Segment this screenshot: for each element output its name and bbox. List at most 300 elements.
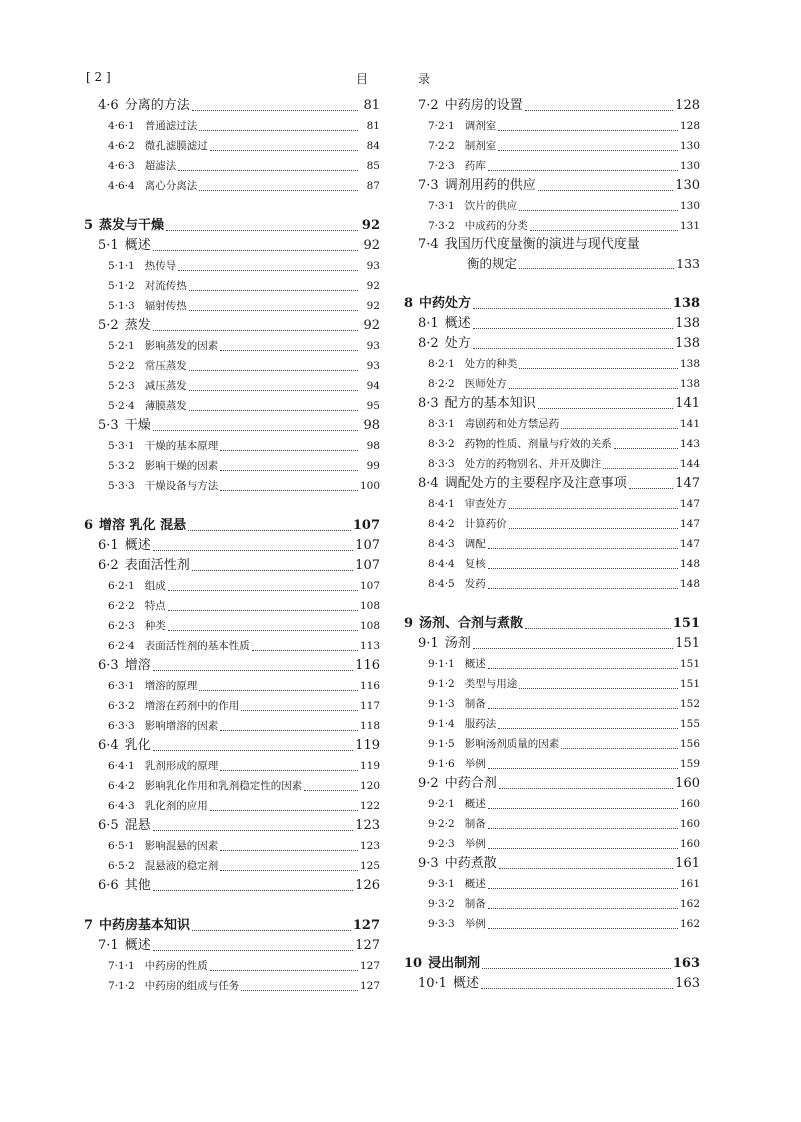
toc-entry-number: 9·1·5	[428, 738, 455, 750]
toc-entry-page: 162	[679, 918, 700, 930]
toc-entry-number: 4·6·1	[108, 120, 135, 132]
toc-entry[interactable]	[404, 534, 700, 554]
toc-entry-page: 93	[366, 260, 380, 272]
toc-entry-page: 148	[679, 578, 700, 590]
toc-entry-number: 6·5·1	[108, 840, 135, 852]
toc-entry[interactable]	[84, 96, 380, 116]
toc-entry-number: 9·3·1	[428, 878, 455, 890]
toc-entry-number: 8·2·1	[428, 358, 455, 370]
toc-entry[interactable]	[84, 876, 380, 896]
toc-entry[interactable]	[84, 616, 380, 636]
toc-entry[interactable]	[404, 654, 700, 674]
toc-entry-title: 影响混悬的因素	[144, 840, 219, 852]
toc-entry[interactable]	[84, 556, 380, 576]
dot-leader	[153, 250, 358, 251]
toc-entry-page: 155	[679, 718, 700, 730]
toc-entry-title: 概述	[464, 878, 486, 890]
toc-entry-number: 8·4·5	[428, 578, 455, 590]
toc-entry-page: 100	[359, 480, 380, 492]
toc-entry-title: 概述	[464, 798, 486, 810]
toc-entry[interactable]	[404, 874, 700, 894]
toc-entry-page: 99	[366, 460, 380, 472]
toc-entry-title: 特点	[144, 600, 166, 612]
dot-leader	[153, 670, 353, 671]
toc-entry-number: 9·1·4	[428, 718, 455, 730]
dot-leader	[538, 190, 673, 191]
toc-entry-title: 浸出制剂	[428, 956, 481, 971]
toc-entry[interactable]	[84, 756, 380, 776]
toc-entry[interactable]	[84, 396, 380, 416]
toc-entry-title: 中药房基本知识	[99, 918, 191, 933]
toc-entry[interactable]	[84, 796, 380, 816]
toc-entry-number: 6·2·4	[108, 640, 135, 652]
dot-leader	[189, 370, 358, 371]
page-number: [ 2 ]	[86, 70, 111, 84]
toc-entry-page: 141	[679, 418, 700, 430]
dot-leader	[498, 728, 678, 729]
dot-leader	[499, 868, 673, 869]
dot-leader	[210, 150, 358, 151]
toc-entry-number: 9·3·3	[428, 918, 455, 930]
toc-entry-number: 6·2·2	[108, 600, 135, 612]
toc-entry-number: 9	[404, 616, 414, 631]
toc-entry-number: 6·4·2	[108, 780, 135, 792]
toc-entry-title: 药物的性质、剂量与疗效的关系	[464, 438, 612, 450]
toc-entry[interactable]	[404, 634, 700, 654]
toc-entry[interactable]	[404, 334, 700, 354]
dot-leader	[153, 890, 353, 891]
toc-entry-number: 8·3	[418, 396, 439, 411]
toc-entry[interactable]	[84, 116, 380, 136]
toc-entry-title: 乳剂形成的原理	[144, 760, 219, 772]
dot-leader	[488, 170, 678, 171]
toc-entry-title: 调配	[464, 538, 486, 550]
toc-entry-number: 8·4·3	[428, 538, 455, 550]
toc-entry-page: 107	[355, 538, 380, 553]
toc-entry[interactable]	[404, 794, 700, 814]
toc-entry[interactable]	[84, 596, 380, 616]
toc-entry-number: 7·3·2	[428, 220, 455, 232]
toc-entry[interactable]	[84, 456, 380, 476]
toc-entry-title: 热传导	[144, 260, 177, 272]
toc-entry-number: 6	[84, 518, 94, 533]
toc-entry-number: 8·1	[418, 316, 439, 331]
toc-entry-title: 普通滤过法	[144, 120, 198, 132]
toc-entry-title: 我国历代度量衡的演进与现代度量	[444, 237, 640, 252]
toc-entry-page: 123	[355, 818, 380, 833]
dot-leader	[488, 828, 678, 829]
toc-entry[interactable]	[84, 836, 380, 856]
toc-entry-page: 127	[355, 938, 380, 953]
page-header	[0, 70, 801, 90]
dot-leader	[530, 230, 678, 231]
toc-entry-number: 9·1	[418, 636, 439, 651]
toc-entry-page: 138	[679, 378, 700, 390]
toc-entry-page: 151	[679, 678, 700, 690]
toc-entry-title: 增溶的原理	[144, 680, 198, 692]
toc-entry-number: 5·3·3	[108, 480, 135, 492]
toc-entry[interactable]	[84, 436, 380, 456]
dot-leader	[188, 530, 351, 531]
toc-entry[interactable]	[404, 854, 700, 874]
toc-entry-title: 举例	[464, 758, 486, 770]
toc-entry-page: 113	[359, 640, 380, 652]
toc-entry-number: 5·1·3	[108, 300, 135, 312]
toc-entry[interactable]	[84, 916, 380, 936]
dot-leader	[629, 488, 673, 489]
dot-leader	[192, 930, 351, 931]
toc-entry[interactable]	[404, 216, 700, 236]
toc-entry[interactable]	[84, 276, 380, 296]
toc-entry[interactable]	[404, 314, 700, 334]
toc-entry-number: 6·6	[98, 878, 119, 893]
toc-entry-title: 审查处方	[464, 498, 507, 510]
toc-entry[interactable]	[404, 974, 700, 994]
toc-entry-title: 干燥	[124, 418, 151, 433]
dot-leader	[168, 630, 358, 631]
toc-entry[interactable]	[404, 374, 700, 394]
toc-entry-number: 5	[84, 218, 94, 233]
toc-entry-page: 93	[366, 360, 380, 372]
toc-entry-title: 减压蒸发	[144, 380, 187, 392]
dot-leader	[178, 270, 358, 271]
toc-entry[interactable]	[404, 574, 700, 594]
toc-entry-number: 7·1	[98, 938, 119, 953]
toc-entry[interactable]	[84, 156, 380, 176]
toc-entry-number: 8	[404, 296, 414, 311]
toc-entry-page: 133	[676, 256, 700, 271]
toc-entry-page: 92	[366, 280, 380, 292]
toc-entry-title: 汤剂、合剂与煮散	[419, 616, 524, 631]
toc-entry-page: 128	[675, 98, 700, 113]
toc-entry-title: 常压蒸发	[144, 360, 187, 372]
dot-leader	[220, 850, 358, 851]
toc-entry-title: 制剂室	[464, 140, 497, 152]
toc-entry-title: 制备	[464, 898, 486, 910]
toc-entry[interactable]	[84, 676, 380, 696]
toc-entry-title: 中药煮散	[444, 856, 497, 871]
toc-entry-number: 7·4	[418, 237, 439, 252]
toc-entry[interactable]	[84, 256, 380, 276]
toc-entry-number: 5·1	[98, 238, 119, 253]
dot-leader	[473, 348, 673, 349]
toc-entry[interactable]	[84, 976, 380, 996]
dot-leader	[241, 990, 358, 991]
dot-leader	[525, 110, 673, 111]
toc-entry-number: 8·4·4	[428, 558, 455, 570]
toc-entry-title: 表面活性剂的基本性质	[144, 640, 250, 652]
toc-entry[interactable]	[404, 554, 700, 574]
toc-entry-number: 6·5	[98, 818, 119, 833]
toc-entry[interactable]	[84, 236, 380, 256]
dot-leader	[473, 328, 673, 329]
toc-entry[interactable]	[84, 416, 380, 436]
toc-entry-page: 161	[679, 878, 700, 890]
dot-leader	[220, 770, 358, 771]
toc-entry[interactable]	[84, 816, 380, 836]
dot-leader	[525, 628, 671, 629]
toc-entry-title: 制备	[464, 698, 486, 710]
dot-leader	[488, 888, 678, 889]
toc-entry[interactable]	[404, 236, 700, 254]
toc-entry-number: 7	[84, 918, 94, 933]
toc-entry-page: 128	[679, 120, 700, 132]
toc-entry-page: 160	[679, 838, 700, 850]
toc-entry-page: 160	[679, 798, 700, 810]
toc-entry-page: 138	[675, 336, 700, 351]
toc-entry[interactable]	[84, 636, 380, 656]
toc-entry[interactable]	[84, 656, 380, 676]
toc-entry[interactable]	[404, 514, 700, 534]
toc-entry-title: 中药处方	[419, 296, 472, 311]
toc-entry-page: 160	[675, 776, 700, 791]
toc-entry-number: 9·1·6	[428, 758, 455, 770]
toc-entry[interactable]	[84, 376, 380, 396]
toc-entry-page: 151	[672, 616, 700, 631]
dot-leader	[153, 750, 353, 751]
toc-entry-page: 98	[363, 418, 380, 433]
dot-leader	[178, 170, 358, 171]
toc-entry[interactable]	[84, 176, 380, 196]
dot-leader	[561, 428, 678, 429]
toc-entry[interactable]	[404, 196, 700, 216]
toc-entry[interactable]	[84, 296, 380, 316]
toc-entry-number: 5·2	[98, 318, 119, 333]
toc-entry[interactable]	[404, 176, 700, 196]
toc-entry[interactable]	[404, 734, 700, 754]
toc-entry-title: 其他	[124, 878, 151, 893]
dot-leader	[509, 508, 678, 509]
toc-entry[interactable]	[84, 736, 380, 756]
toc-entry-page: 119	[355, 738, 380, 753]
toc-entry-page: 108	[359, 600, 380, 612]
toc-entry-title: 超滤法	[144, 160, 177, 172]
toc-entry-title: 增溶在药剂中的作用	[144, 700, 240, 712]
toc-entry-title: 微孔滤膜滤过	[144, 140, 208, 152]
toc-entry[interactable]	[84, 356, 380, 376]
toc-entry-number: 6·4·1	[108, 760, 135, 772]
toc-entry[interactable]	[404, 136, 700, 156]
dot-leader	[488, 708, 678, 709]
toc-entry-number: 9·2·2	[428, 818, 455, 830]
toc-entry-title: 中药房的设置	[444, 98, 523, 113]
toc-entry-page: 123	[359, 840, 380, 852]
toc-entry-title: 影响干燥的因素	[144, 460, 219, 472]
dot-leader	[488, 908, 678, 909]
toc-entry-title: 处方的种类	[464, 358, 518, 370]
toc-entry[interactable]	[404, 894, 700, 914]
toc-entry-title: 影响蒸发的因素	[144, 340, 219, 352]
dot-leader	[220, 870, 358, 871]
toc-entry[interactable]	[404, 754, 700, 774]
toc-entry-number: 8·4·2	[428, 518, 455, 530]
toc-entry-title: 对流传热	[144, 280, 187, 292]
dot-leader	[481, 988, 673, 989]
toc-entry[interactable]	[84, 776, 380, 796]
toc-entry-page: 93	[366, 340, 380, 352]
header-title-a: 目	[356, 72, 369, 86]
toc-entry-page: 147	[679, 538, 700, 550]
dot-leader	[220, 730, 358, 731]
toc-entry-title: 影响汤剂质量的因素	[464, 738, 560, 750]
dot-leader	[304, 790, 358, 791]
toc-entry[interactable]	[84, 956, 380, 976]
toc-entry-page: 119	[359, 760, 380, 772]
toc-entry-page: 95	[366, 400, 380, 412]
toc-entry-number: 4·6·3	[108, 160, 135, 172]
toc-entry-title: 类型与用途	[464, 678, 518, 690]
dot-leader	[192, 570, 353, 571]
toc-entry-number: 8·4·1	[428, 498, 455, 510]
toc-entry[interactable]	[84, 336, 380, 356]
toc-entry[interactable]	[404, 954, 700, 974]
toc-entry[interactable]	[404, 834, 700, 854]
toc-entry[interactable]	[404, 474, 700, 494]
toc-entry[interactable]	[404, 414, 700, 434]
toc-entry-page: 116	[355, 658, 380, 673]
dot-leader	[153, 550, 353, 551]
toc-entry-title: 处方的药物别名、并开及脚注	[464, 458, 602, 470]
toc-entry[interactable]	[404, 434, 700, 454]
toc-entry[interactable]	[84, 696, 380, 716]
toc-entry-page: 116	[359, 680, 380, 692]
section-gap	[84, 896, 380, 916]
toc-entry-number: 6·3·1	[108, 680, 135, 692]
toc-entry[interactable]	[404, 714, 700, 734]
dot-leader	[488, 588, 678, 589]
dot-leader	[519, 688, 678, 689]
dot-leader	[519, 210, 678, 211]
toc-entry[interactable]	[404, 354, 700, 374]
dot-leader	[561, 748, 678, 749]
toc-entry[interactable]	[404, 614, 700, 634]
toc-entry[interactable]	[404, 294, 700, 314]
toc-entry-page: 130	[679, 200, 700, 212]
toc-entry-number: 4·6·4	[108, 180, 135, 192]
toc-entry-title: 影响乳化作用和乳剂稳定性的因素	[144, 780, 303, 792]
toc-entry-title: 发药	[464, 578, 486, 590]
toc-entry[interactable]	[404, 454, 700, 474]
toc-entry-page: 148	[679, 558, 700, 570]
dot-leader	[241, 710, 358, 711]
toc-entry[interactable]	[404, 156, 700, 176]
toc-entry-number: 8·2·2	[428, 378, 455, 390]
toc-entry[interactable]	[404, 814, 700, 834]
toc-entry-page: 125	[359, 860, 380, 872]
dot-leader	[189, 390, 358, 391]
toc-entry-title: 概述	[452, 976, 479, 991]
toc-entry[interactable]	[404, 914, 700, 934]
toc-entry[interactable]	[84, 516, 380, 536]
toc-entry-page: 141	[675, 396, 700, 411]
toc-entry-number: 9·3	[418, 856, 439, 871]
toc-entry-number: 9·1·1	[428, 658, 455, 670]
toc-entry-number: 6·1	[98, 538, 119, 553]
toc-entry-title: 乳化	[124, 738, 151, 753]
toc-entry[interactable]	[84, 476, 380, 496]
toc-entry-page: 92	[363, 318, 380, 333]
toc-entry-page: 94	[366, 380, 380, 392]
toc-column-right	[404, 96, 700, 994]
toc-entry[interactable]	[404, 394, 700, 414]
toc-entry-title: 举例	[464, 918, 486, 930]
dot-leader	[488, 668, 678, 669]
toc-entry-title: 组成	[144, 580, 166, 592]
toc-entry-title: 处方	[444, 336, 471, 351]
toc-entry[interactable]	[84, 316, 380, 336]
toc-entry[interactable]	[404, 254, 700, 274]
dot-leader	[603, 468, 678, 469]
toc-entry[interactable]	[404, 96, 700, 116]
toc-entry[interactable]	[84, 716, 380, 736]
toc-entry-page: 130	[675, 178, 700, 193]
dot-leader	[498, 130, 678, 131]
toc-entry-page: 130	[679, 140, 700, 152]
toc-entry-title: 复核	[464, 558, 486, 570]
toc-entry-number: 5·3	[98, 418, 119, 433]
toc-entry-number: 9·2·1	[428, 798, 455, 810]
dot-leader	[199, 690, 358, 691]
toc-entry[interactable]	[84, 536, 380, 556]
dot-leader	[210, 810, 358, 811]
toc-entry[interactable]	[84, 936, 380, 956]
toc-entry[interactable]	[84, 576, 380, 596]
toc-entry-number: 9·1·2	[428, 678, 455, 690]
toc-entry-title: 概述	[124, 938, 151, 953]
toc-entry-number: 7·2·1	[428, 120, 455, 132]
toc-entry[interactable]	[404, 674, 700, 694]
toc-entry-number: 5·2·1	[108, 340, 135, 352]
dot-leader	[189, 410, 358, 411]
toc-entry[interactable]	[84, 136, 380, 156]
toc-entry-page: 107	[352, 518, 380, 533]
toc-entry[interactable]	[404, 774, 700, 794]
toc-entry-title: 配方的基本知识	[444, 396, 536, 411]
toc-entry-title: 蒸发	[124, 318, 151, 333]
toc-entry[interactable]	[404, 694, 700, 714]
toc-entry-page: 107	[355, 558, 380, 573]
dot-leader	[519, 268, 674, 269]
toc-entry-page: 122	[359, 800, 380, 812]
toc-entry-page: 108	[359, 620, 380, 632]
toc-entry-title: 混悬	[124, 818, 151, 833]
dot-leader	[252, 650, 358, 651]
toc-entry-number: 8·3·2	[428, 438, 455, 450]
toc-entry-number: 7·2	[418, 98, 439, 113]
toc-entry[interactable]	[404, 116, 700, 136]
toc-entry-number: 9·2·3	[428, 838, 455, 850]
toc-entry-page: 120	[359, 780, 380, 792]
section-gap	[84, 196, 380, 216]
dot-leader	[488, 548, 678, 549]
toc-entry[interactable]	[84, 856, 380, 876]
toc-entry-page: 81	[366, 120, 380, 132]
toc-entry-number: 8·3·1	[428, 418, 455, 430]
toc-entry-title: 制备	[464, 818, 486, 830]
dot-leader	[473, 308, 671, 309]
toc-entry-title: 增溶	[124, 658, 151, 673]
toc-entry-title: 种类	[144, 620, 166, 632]
toc-entry[interactable]	[404, 494, 700, 514]
dot-leader	[473, 648, 673, 649]
toc-entry[interactable]	[84, 216, 380, 236]
toc-entry-page: 159	[679, 758, 700, 770]
toc-entry-page: 138	[672, 296, 700, 311]
toc-entry-title: 药库	[464, 160, 486, 172]
dot-leader	[168, 590, 358, 591]
toc-entry-page: 147	[675, 476, 700, 491]
toc-entry-title: 增溶 乳化 混悬	[99, 518, 187, 533]
